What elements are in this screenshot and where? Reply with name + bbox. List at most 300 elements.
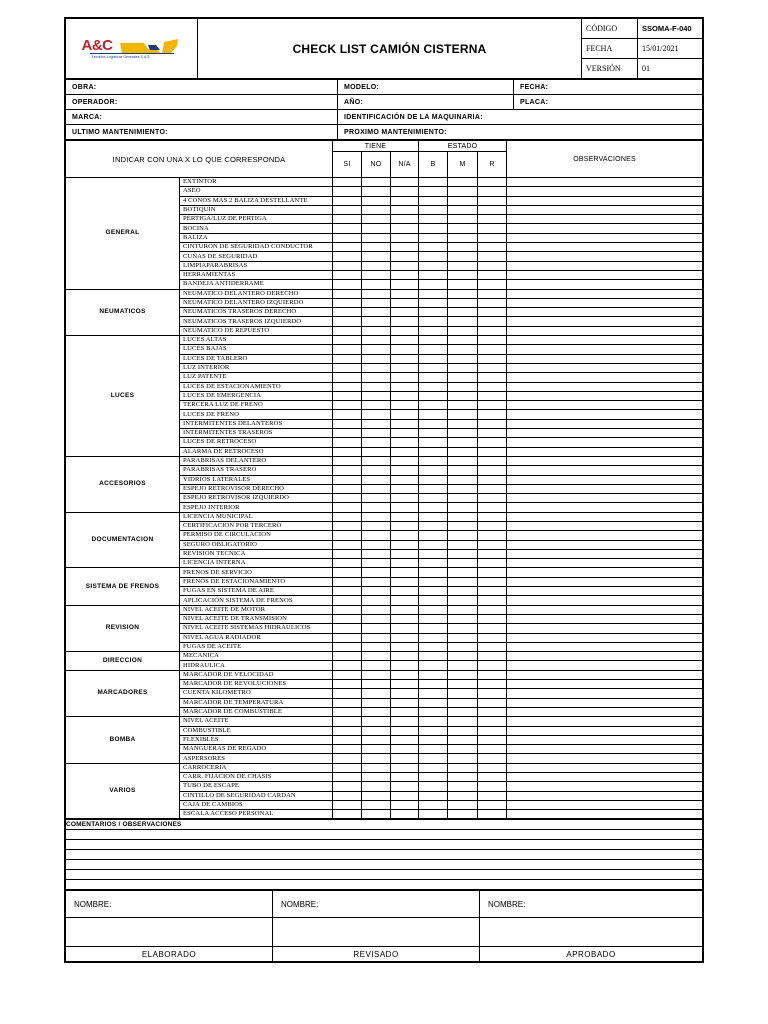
na-checkbox-cell[interactable] — [391, 261, 419, 270]
na-checkbox-cell[interactable] — [391, 475, 419, 484]
observation-cell[interactable] — [507, 670, 703, 679]
no-checkbox-cell[interactable] — [362, 494, 391, 503]
no-checkbox-cell[interactable] — [362, 540, 391, 549]
m-checkbox-cell[interactable] — [448, 680, 478, 689]
m-checkbox-cell[interactable] — [448, 178, 478, 187]
r-checkbox-cell[interactable] — [478, 243, 507, 252]
m-checkbox-cell[interactable] — [448, 224, 478, 233]
na-checkbox-cell[interactable] — [391, 707, 419, 716]
observation-cell[interactable] — [507, 410, 703, 419]
na-checkbox-cell[interactable] — [391, 754, 419, 763]
na-checkbox-cell[interactable] — [391, 773, 419, 782]
m-checkbox-cell[interactable] — [448, 363, 478, 372]
na-checkbox-cell[interactable] — [391, 233, 419, 242]
fecha-field[interactable]: FECHA: — [514, 80, 703, 95]
na-checkbox-cell[interactable] — [391, 568, 419, 577]
b-checkbox-cell[interactable] — [419, 754, 448, 763]
si-checkbox-cell[interactable] — [333, 438, 362, 447]
b-checkbox-cell[interactable] — [419, 298, 448, 307]
b-checkbox-cell[interactable] — [419, 382, 448, 391]
si-checkbox-cell[interactable] — [333, 810, 362, 819]
observation-cell[interactable] — [507, 782, 703, 791]
no-checkbox-cell[interactable] — [362, 336, 391, 345]
no-checkbox-cell[interactable] — [362, 391, 391, 400]
comment-line[interactable] — [66, 870, 703, 880]
si-checkbox-cell[interactable] — [333, 243, 362, 252]
b-checkbox-cell[interactable] — [419, 503, 448, 512]
na-checkbox-cell[interactable] — [391, 224, 419, 233]
m-checkbox-cell[interactable] — [448, 484, 478, 493]
r-checkbox-cell[interactable] — [478, 596, 507, 605]
si-checkbox-cell[interactable] — [333, 661, 362, 670]
m-checkbox-cell[interactable] — [448, 661, 478, 670]
m-checkbox-cell[interactable] — [448, 689, 478, 698]
si-checkbox-cell[interactable] — [333, 345, 362, 354]
r-checkbox-cell[interactable] — [478, 373, 507, 382]
b-checkbox-cell[interactable] — [419, 717, 448, 726]
na-checkbox-cell[interactable] — [391, 215, 419, 224]
r-checkbox-cell[interactable] — [478, 642, 507, 651]
na-checkbox-cell[interactable] — [391, 726, 419, 735]
no-checkbox-cell[interactable] — [362, 252, 391, 261]
b-checkbox-cell[interactable] — [419, 178, 448, 187]
b-checkbox-cell[interactable] — [419, 800, 448, 809]
m-checkbox-cell[interactable] — [448, 196, 478, 205]
si-checkbox-cell[interactable] — [333, 559, 362, 568]
na-checkbox-cell[interactable] — [391, 512, 419, 521]
na-checkbox-cell[interactable] — [391, 317, 419, 326]
b-checkbox-cell[interactable] — [419, 317, 448, 326]
observation-cell[interactable] — [507, 298, 703, 307]
na-checkbox-cell[interactable] — [391, 326, 419, 335]
na-checkbox-cell[interactable] — [391, 717, 419, 726]
observation-cell[interactable] — [507, 456, 703, 465]
observation-cell[interactable] — [507, 717, 703, 726]
operador-field[interactable]: OPERADOR: — [66, 95, 338, 110]
r-checkbox-cell[interactable] — [478, 707, 507, 716]
r-checkbox-cell[interactable] — [478, 559, 507, 568]
m-checkbox-cell[interactable] — [448, 215, 478, 224]
si-checkbox-cell[interactable] — [333, 726, 362, 735]
b-checkbox-cell[interactable] — [419, 289, 448, 298]
no-checkbox-cell[interactable] — [362, 735, 391, 744]
observation-cell[interactable] — [507, 633, 703, 642]
na-checkbox-cell[interactable] — [391, 763, 419, 772]
m-checkbox-cell[interactable] — [448, 633, 478, 642]
m-checkbox-cell[interactable] — [448, 243, 478, 252]
m-checkbox-cell[interactable] — [448, 280, 478, 289]
na-checkbox-cell[interactable] — [391, 252, 419, 261]
no-checkbox-cell[interactable] — [362, 401, 391, 410]
b-checkbox-cell[interactable] — [419, 642, 448, 651]
observation-cell[interactable] — [507, 224, 703, 233]
firma-elaborado-field[interactable] — [66, 918, 273, 947]
si-checkbox-cell[interactable] — [333, 735, 362, 744]
r-checkbox-cell[interactable] — [478, 782, 507, 791]
si-checkbox-cell[interactable] — [333, 456, 362, 465]
si-checkbox-cell[interactable] — [333, 280, 362, 289]
m-checkbox-cell[interactable] — [448, 782, 478, 791]
b-checkbox-cell[interactable] — [419, 707, 448, 716]
observation-cell[interactable] — [507, 205, 703, 214]
si-checkbox-cell[interactable] — [333, 447, 362, 456]
no-checkbox-cell[interactable] — [362, 456, 391, 465]
observation-cell[interactable] — [507, 531, 703, 540]
si-checkbox-cell[interactable] — [333, 484, 362, 493]
no-checkbox-cell[interactable] — [362, 187, 391, 196]
observation-cell[interactable] — [507, 726, 703, 735]
m-checkbox-cell[interactable] — [448, 187, 478, 196]
na-checkbox-cell[interactable] — [391, 642, 419, 651]
no-checkbox-cell[interactable] — [362, 270, 391, 279]
r-checkbox-cell[interactable] — [478, 270, 507, 279]
r-checkbox-cell[interactable] — [478, 280, 507, 289]
r-checkbox-cell[interactable] — [478, 298, 507, 307]
m-checkbox-cell[interactable] — [448, 810, 478, 819]
observation-cell[interactable] — [507, 326, 703, 335]
no-checkbox-cell[interactable] — [362, 773, 391, 782]
m-checkbox-cell[interactable] — [448, 336, 478, 345]
r-checkbox-cell[interactable] — [478, 326, 507, 335]
r-checkbox-cell[interactable] — [478, 717, 507, 726]
observation-cell[interactable] — [507, 345, 703, 354]
r-checkbox-cell[interactable] — [478, 475, 507, 484]
b-checkbox-cell[interactable] — [419, 354, 448, 363]
na-checkbox-cell[interactable] — [391, 373, 419, 382]
observation-cell[interactable] — [507, 317, 703, 326]
b-checkbox-cell[interactable] — [419, 270, 448, 279]
b-checkbox-cell[interactable] — [419, 521, 448, 530]
observation-cell[interactable] — [507, 419, 703, 428]
si-checkbox-cell[interactable] — [333, 745, 362, 754]
na-checkbox-cell[interactable] — [391, 178, 419, 187]
r-checkbox-cell[interactable] — [478, 419, 507, 428]
no-checkbox-cell[interactable] — [362, 717, 391, 726]
observation-cell[interactable] — [507, 791, 703, 800]
si-checkbox-cell[interactable] — [333, 605, 362, 614]
si-checkbox-cell[interactable] — [333, 698, 362, 707]
observation-cell[interactable] — [507, 773, 703, 782]
na-checkbox-cell[interactable] — [391, 587, 419, 596]
b-checkbox-cell[interactable] — [419, 391, 448, 400]
b-checkbox-cell[interactable] — [419, 531, 448, 540]
b-checkbox-cell[interactable] — [419, 549, 448, 558]
na-checkbox-cell[interactable] — [391, 503, 419, 512]
no-checkbox-cell[interactable] — [362, 298, 391, 307]
si-checkbox-cell[interactable] — [333, 429, 362, 438]
no-checkbox-cell[interactable] — [362, 447, 391, 456]
r-checkbox-cell[interactable] — [478, 577, 507, 586]
m-checkbox-cell[interactable] — [448, 429, 478, 438]
no-checkbox-cell[interactable] — [362, 503, 391, 512]
no-checkbox-cell[interactable] — [362, 233, 391, 242]
na-checkbox-cell[interactable] — [391, 698, 419, 707]
r-checkbox-cell[interactable] — [478, 484, 507, 493]
observation-cell[interactable] — [507, 484, 703, 493]
observation-cell[interactable] — [507, 215, 703, 224]
m-checkbox-cell[interactable] — [448, 549, 478, 558]
na-checkbox-cell[interactable] — [391, 800, 419, 809]
no-checkbox-cell[interactable] — [362, 596, 391, 605]
no-checkbox-cell[interactable] — [362, 614, 391, 623]
observation-cell[interactable] — [507, 336, 703, 345]
r-checkbox-cell[interactable] — [478, 336, 507, 345]
no-checkbox-cell[interactable] — [362, 559, 391, 568]
obra-field[interactable]: OBRA: — [66, 80, 338, 95]
m-checkbox-cell[interactable] — [448, 642, 478, 651]
si-checkbox-cell[interactable] — [333, 614, 362, 623]
b-checkbox-cell[interactable] — [419, 438, 448, 447]
no-checkbox-cell[interactable] — [362, 661, 391, 670]
b-checkbox-cell[interactable] — [419, 624, 448, 633]
na-checkbox-cell[interactable] — [391, 270, 419, 279]
observation-cell[interactable] — [507, 475, 703, 484]
comment-line[interactable] — [66, 850, 703, 860]
na-checkbox-cell[interactable] — [391, 577, 419, 586]
b-checkbox-cell[interactable] — [419, 410, 448, 419]
m-checkbox-cell[interactable] — [448, 205, 478, 214]
observation-cell[interactable] — [507, 596, 703, 605]
no-checkbox-cell[interactable] — [362, 689, 391, 698]
b-checkbox-cell[interactable] — [419, 559, 448, 568]
si-checkbox-cell[interactable] — [333, 178, 362, 187]
no-checkbox-cell[interactable] — [362, 568, 391, 577]
no-checkbox-cell[interactable] — [362, 308, 391, 317]
m-checkbox-cell[interactable] — [448, 754, 478, 763]
r-checkbox-cell[interactable] — [478, 503, 507, 512]
observation-cell[interactable] — [507, 810, 703, 819]
r-checkbox-cell[interactable] — [478, 726, 507, 735]
r-checkbox-cell[interactable] — [478, 568, 507, 577]
r-checkbox-cell[interactable] — [478, 205, 507, 214]
si-checkbox-cell[interactable] — [333, 187, 362, 196]
m-checkbox-cell[interactable] — [448, 521, 478, 530]
observation-cell[interactable] — [507, 521, 703, 530]
b-checkbox-cell[interactable] — [419, 735, 448, 744]
m-checkbox-cell[interactable] — [448, 373, 478, 382]
r-checkbox-cell[interactable] — [478, 363, 507, 372]
observation-cell[interactable] — [507, 735, 703, 744]
na-checkbox-cell[interactable] — [391, 531, 419, 540]
na-checkbox-cell[interactable] — [391, 559, 419, 568]
na-checkbox-cell[interactable] — [391, 456, 419, 465]
observation-cell[interactable] — [507, 624, 703, 633]
na-checkbox-cell[interactable] — [391, 419, 419, 428]
b-checkbox-cell[interactable] — [419, 252, 448, 261]
b-checkbox-cell[interactable] — [419, 205, 448, 214]
b-checkbox-cell[interactable] — [419, 689, 448, 698]
na-checkbox-cell[interactable] — [391, 308, 419, 317]
m-checkbox-cell[interactable] — [448, 270, 478, 279]
r-checkbox-cell[interactable] — [478, 345, 507, 354]
marca-field[interactable]: MARCA: — [66, 110, 338, 125]
r-checkbox-cell[interactable] — [478, 317, 507, 326]
no-checkbox-cell[interactable] — [362, 745, 391, 754]
si-checkbox-cell[interactable] — [333, 196, 362, 205]
r-checkbox-cell[interactable] — [478, 354, 507, 363]
na-checkbox-cell[interactable] — [391, 791, 419, 800]
b-checkbox-cell[interactable] — [419, 726, 448, 735]
no-checkbox-cell[interactable] — [362, 289, 391, 298]
m-checkbox-cell[interactable] — [448, 503, 478, 512]
si-checkbox-cell[interactable] — [333, 336, 362, 345]
m-checkbox-cell[interactable] — [448, 568, 478, 577]
b-checkbox-cell[interactable] — [419, 633, 448, 642]
na-checkbox-cell[interactable] — [391, 363, 419, 372]
b-checkbox-cell[interactable] — [419, 456, 448, 465]
na-checkbox-cell[interactable] — [391, 605, 419, 614]
m-checkbox-cell[interactable] — [448, 289, 478, 298]
no-checkbox-cell[interactable] — [362, 810, 391, 819]
na-checkbox-cell[interactable] — [391, 410, 419, 419]
r-checkbox-cell[interactable] — [478, 456, 507, 465]
observation-cell[interactable] — [507, 503, 703, 512]
observation-cell[interactable] — [507, 289, 703, 298]
b-checkbox-cell[interactable] — [419, 661, 448, 670]
si-checkbox-cell[interactable] — [333, 800, 362, 809]
no-checkbox-cell[interactable] — [362, 512, 391, 521]
nombre-revisado-field[interactable]: NOMBRE: — [273, 891, 480, 918]
m-checkbox-cell[interactable] — [448, 233, 478, 242]
si-checkbox-cell[interactable] — [333, 373, 362, 382]
observation-cell[interactable] — [507, 447, 703, 456]
r-checkbox-cell[interactable] — [478, 745, 507, 754]
b-checkbox-cell[interactable] — [419, 782, 448, 791]
b-checkbox-cell[interactable] — [419, 215, 448, 224]
b-checkbox-cell[interactable] — [419, 763, 448, 772]
b-checkbox-cell[interactable] — [419, 540, 448, 549]
r-checkbox-cell[interactable] — [478, 652, 507, 661]
b-checkbox-cell[interactable] — [419, 243, 448, 252]
no-checkbox-cell[interactable] — [362, 382, 391, 391]
na-checkbox-cell[interactable] — [391, 280, 419, 289]
si-checkbox-cell[interactable] — [333, 354, 362, 363]
identificacion-field[interactable]: IDENTIFICACIÓN DE LA MAQUINARIA: — [338, 110, 703, 125]
observation-cell[interactable] — [507, 243, 703, 252]
m-checkbox-cell[interactable] — [448, 466, 478, 475]
observation-cell[interactable] — [507, 707, 703, 716]
m-checkbox-cell[interactable] — [448, 577, 478, 586]
b-checkbox-cell[interactable] — [419, 652, 448, 661]
m-checkbox-cell[interactable] — [448, 447, 478, 456]
r-checkbox-cell[interactable] — [478, 215, 507, 224]
observation-cell[interactable] — [507, 512, 703, 521]
b-checkbox-cell[interactable] — [419, 605, 448, 614]
observation-cell[interactable] — [507, 540, 703, 549]
si-checkbox-cell[interactable] — [333, 224, 362, 233]
r-checkbox-cell[interactable] — [478, 810, 507, 819]
m-checkbox-cell[interactable] — [448, 475, 478, 484]
firma-aprobado-field[interactable] — [480, 918, 703, 947]
na-checkbox-cell[interactable] — [391, 652, 419, 661]
si-checkbox-cell[interactable] — [333, 261, 362, 270]
no-checkbox-cell[interactable] — [362, 624, 391, 633]
observation-cell[interactable] — [507, 363, 703, 372]
observation-cell[interactable] — [507, 438, 703, 447]
si-checkbox-cell[interactable] — [333, 419, 362, 428]
r-checkbox-cell[interactable] — [478, 410, 507, 419]
r-checkbox-cell[interactable] — [478, 680, 507, 689]
no-checkbox-cell[interactable] — [362, 754, 391, 763]
m-checkbox-cell[interactable] — [448, 326, 478, 335]
observation-cell[interactable] — [507, 754, 703, 763]
m-checkbox-cell[interactable] — [448, 726, 478, 735]
si-checkbox-cell[interactable] — [333, 503, 362, 512]
m-checkbox-cell[interactable] — [448, 261, 478, 270]
r-checkbox-cell[interactable] — [478, 791, 507, 800]
m-checkbox-cell[interactable] — [448, 614, 478, 623]
si-checkbox-cell[interactable] — [333, 689, 362, 698]
b-checkbox-cell[interactable] — [419, 280, 448, 289]
b-checkbox-cell[interactable] — [419, 261, 448, 270]
b-checkbox-cell[interactable] — [419, 475, 448, 484]
m-checkbox-cell[interactable] — [448, 605, 478, 614]
si-checkbox-cell[interactable] — [333, 670, 362, 679]
b-checkbox-cell[interactable] — [419, 447, 448, 456]
si-checkbox-cell[interactable] — [333, 512, 362, 521]
m-checkbox-cell[interactable] — [448, 763, 478, 772]
m-checkbox-cell[interactable] — [448, 587, 478, 596]
si-checkbox-cell[interactable] — [333, 317, 362, 326]
r-checkbox-cell[interactable] — [478, 661, 507, 670]
m-checkbox-cell[interactable] — [448, 252, 478, 261]
r-checkbox-cell[interactable] — [478, 587, 507, 596]
m-checkbox-cell[interactable] — [448, 745, 478, 754]
m-checkbox-cell[interactable] — [448, 717, 478, 726]
observation-cell[interactable] — [507, 549, 703, 558]
na-checkbox-cell[interactable] — [391, 614, 419, 623]
na-checkbox-cell[interactable] — [391, 466, 419, 475]
b-checkbox-cell[interactable] — [419, 512, 448, 521]
na-checkbox-cell[interactable] — [391, 382, 419, 391]
observation-cell[interactable] — [507, 559, 703, 568]
observation-cell[interactable] — [507, 178, 703, 187]
m-checkbox-cell[interactable] — [448, 410, 478, 419]
b-checkbox-cell[interactable] — [419, 363, 448, 372]
na-checkbox-cell[interactable] — [391, 298, 419, 307]
observation-cell[interactable] — [507, 652, 703, 661]
r-checkbox-cell[interactable] — [478, 438, 507, 447]
na-checkbox-cell[interactable] — [391, 205, 419, 214]
na-checkbox-cell[interactable] — [391, 401, 419, 410]
no-checkbox-cell[interactable] — [362, 791, 391, 800]
b-checkbox-cell[interactable] — [419, 577, 448, 586]
r-checkbox-cell[interactable] — [478, 605, 507, 614]
m-checkbox-cell[interactable] — [448, 308, 478, 317]
si-checkbox-cell[interactable] — [333, 549, 362, 558]
na-checkbox-cell[interactable] — [391, 447, 419, 456]
na-checkbox-cell[interactable] — [391, 354, 419, 363]
observation-cell[interactable] — [507, 680, 703, 689]
si-checkbox-cell[interactable] — [333, 363, 362, 372]
m-checkbox-cell[interactable] — [448, 698, 478, 707]
si-checkbox-cell[interactable] — [333, 270, 362, 279]
m-checkbox-cell[interactable] — [448, 670, 478, 679]
si-checkbox-cell[interactable] — [333, 633, 362, 642]
na-checkbox-cell[interactable] — [391, 782, 419, 791]
observation-cell[interactable] — [507, 661, 703, 670]
m-checkbox-cell[interactable] — [448, 456, 478, 465]
b-checkbox-cell[interactable] — [419, 336, 448, 345]
m-checkbox-cell[interactable] — [448, 401, 478, 410]
r-checkbox-cell[interactable] — [478, 670, 507, 679]
na-checkbox-cell[interactable] — [391, 670, 419, 679]
na-checkbox-cell[interactable] — [391, 745, 419, 754]
r-checkbox-cell[interactable] — [478, 735, 507, 744]
b-checkbox-cell[interactable] — [419, 698, 448, 707]
si-checkbox-cell[interactable] — [333, 568, 362, 577]
no-checkbox-cell[interactable] — [362, 763, 391, 772]
